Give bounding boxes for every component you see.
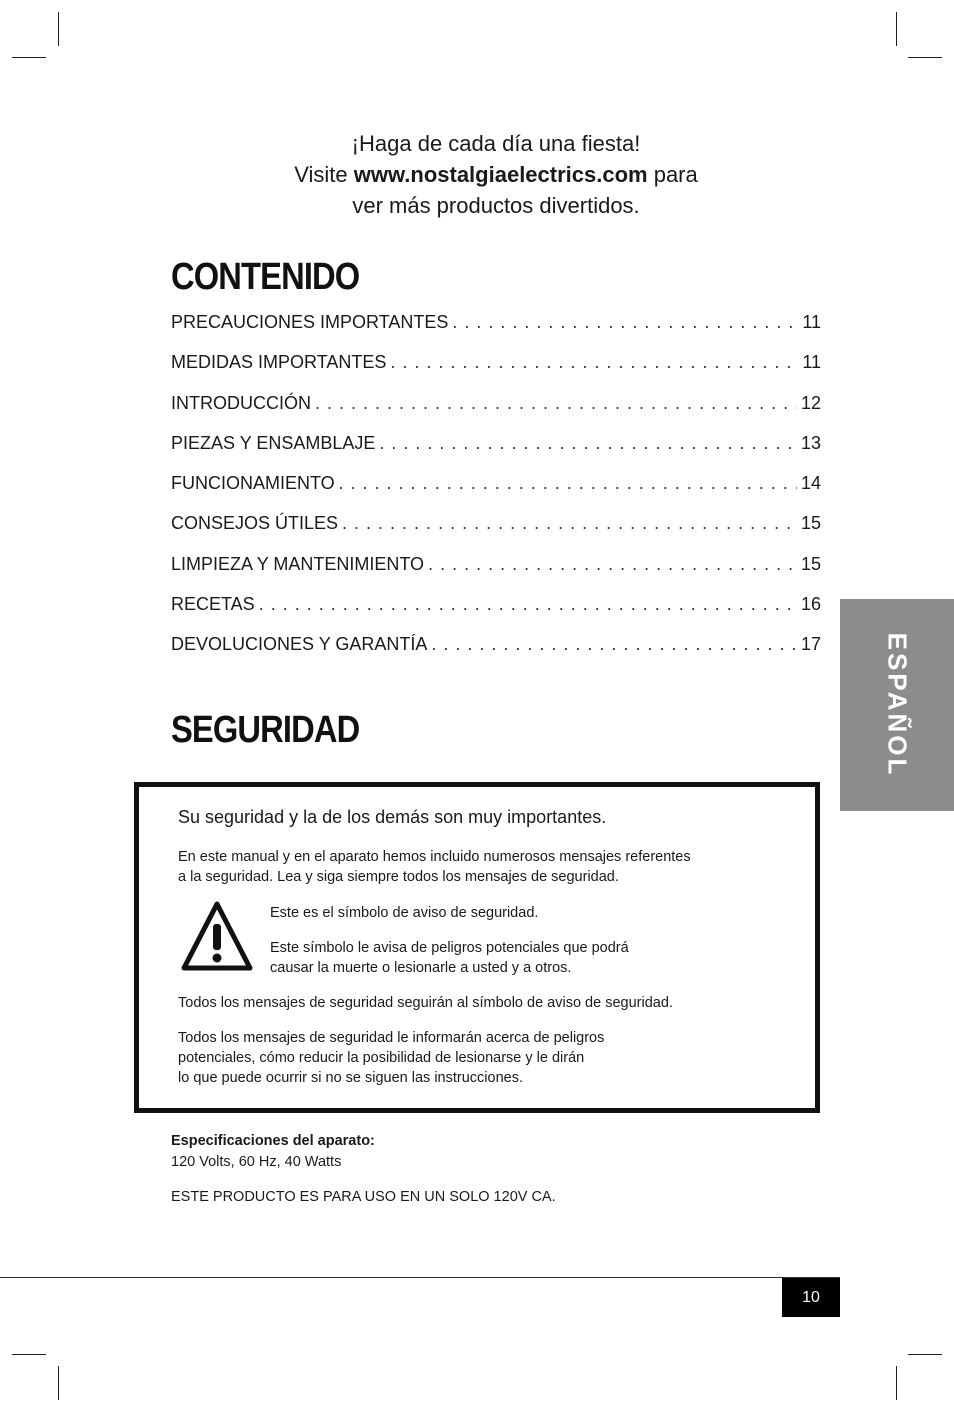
toc-label: FUNCIONAMIENTO <box>171 473 335 494</box>
toc-leader-dots <box>315 393 797 414</box>
toc-page-number: 12 <box>800 392 821 413</box>
toc-leader-dots <box>259 594 797 615</box>
toc-label: PRECAUCIONES IMPORTANTES <box>171 312 449 332</box>
slogan <box>190 128 802 221</box>
slogan-line-2 <box>190 159 802 190</box>
toc-page-number: 11 <box>802 352 821 373</box>
specs-note: ESTE PRODUCTO ES PARA USO EN UN SOLO 120V CA. <box>171 1189 556 1205</box>
toc-row[interactable] <box>171 513 821 553</box>
language-tab <box>840 599 954 811</box>
specs-values: 120 Volts, 60 Hz, 40 Watts <box>171 1154 342 1170</box>
slogan-line-3: ver más productos divertidos. <box>352 193 640 218</box>
toc-label: LIMPIEZA Y MANTENIMIENTO <box>171 553 425 574</box>
specifications <box>171 1131 556 1208</box>
crop-mark <box>58 12 59 46</box>
slogan-para: para <box>647 162 698 187</box>
safety-intro-line: En este manual y en el aparato hemos incluido numerosos mensajes referentes <box>178 849 691 865</box>
toc-leader-dots <box>342 513 797 534</box>
toc-leader-dots <box>452 312 798 333</box>
toc-page-number: 17 <box>800 634 821 655</box>
toc-row[interactable] <box>171 554 821 594</box>
toc-page-number: 15 <box>800 513 821 534</box>
table-of-contents <box>171 312 821 675</box>
toc-row[interactable] <box>171 634 821 674</box>
symbol-description-line: Este símbolo le avisa de peligros potenciales que podrá <box>270 940 629 956</box>
symbol-description-line: causar la muerte o lesionarle a usted y a otros. <box>270 960 572 976</box>
toc-row[interactable] <box>171 393 821 433</box>
warning-triangle-icon <box>181 900 253 972</box>
toc-row[interactable] <box>171 594 821 634</box>
toc-label: PIEZAS Y ENSAMBLAJE <box>171 432 376 453</box>
crop-mark <box>12 1354 46 1355</box>
safety-box <box>134 782 820 1113</box>
toc-page-number: 13 <box>800 432 821 453</box>
safety-lead: Su seguridad y la de los demás son muy importantes. <box>178 807 607 827</box>
toc-row[interactable] <box>171 312 821 352</box>
safety-title: SEGURIDAD <box>171 709 360 751</box>
language-tab-label: ESPAÑOL <box>882 632 913 778</box>
specs-heading: Especificaciones del aparato: <box>171 1133 375 1149</box>
symbol-description <box>270 938 629 978</box>
slogan-line-1: ¡Haga de cada día una fiesta! <box>351 131 641 156</box>
toc-label: DEVOLUCIONES Y GARANTÍA <box>171 634 428 655</box>
toc-label: CONSEJOS ÚTILES <box>171 513 339 534</box>
inform-line: lo que puede ocurrir si no se siguen las instrucciones. <box>178 1070 523 1086</box>
toc-row[interactable] <box>171 352 821 392</box>
crop-mark <box>896 1366 897 1400</box>
follow-line: Todos los mensajes de seguridad seguirán al símbolo de aviso de seguridad. <box>178 995 673 1011</box>
toc-page-number: 11 <box>802 312 821 332</box>
toc-label: MEDIDAS IMPORTANTES <box>171 352 387 373</box>
inform-paragraph <box>178 1028 604 1088</box>
safety-intro-line: a la seguridad. Lea y siga siempre todos los mensajes de seguridad. <box>178 869 619 885</box>
footer-rule <box>0 1277 840 1278</box>
crop-mark <box>908 57 942 58</box>
toc-page-number: 16 <box>800 594 821 615</box>
toc-leader-dots <box>339 473 797 494</box>
slogan-visit: Visite <box>294 162 354 187</box>
symbol-line: Este es el símbolo de aviso de seguridad. <box>270 905 539 921</box>
toc-row[interactable] <box>171 473 821 513</box>
toc-leader-dots <box>390 352 798 373</box>
inform-line: Todos los mensajes de seguridad le informarán acerca de peligros <box>178 1030 605 1046</box>
crop-mark <box>58 1366 59 1400</box>
contents-title: CONTENIDO <box>171 256 360 298</box>
toc-label: RECETAS <box>171 594 255 615</box>
toc-page-number: 15 <box>800 553 821 574</box>
crop-mark <box>908 1354 942 1355</box>
crop-mark <box>896 12 897 46</box>
page-number: 10 <box>782 1278 840 1317</box>
inform-line: potenciales, cómo reducir la posibilidad de lesionarse y le dirán <box>178 1050 585 1066</box>
toc-leader-dots <box>379 433 797 454</box>
crop-mark <box>12 57 46 58</box>
toc-leader-dots <box>431 634 797 655</box>
toc-row[interactable] <box>171 433 821 473</box>
toc-leader-dots <box>428 554 797 575</box>
website-link[interactable]: www.nostalgiaelectrics.com <box>353 162 648 187</box>
toc-page-number: 14 <box>800 473 821 494</box>
toc-label: INTRODUCCIÓN <box>171 392 311 413</box>
safety-intro <box>178 847 691 887</box>
